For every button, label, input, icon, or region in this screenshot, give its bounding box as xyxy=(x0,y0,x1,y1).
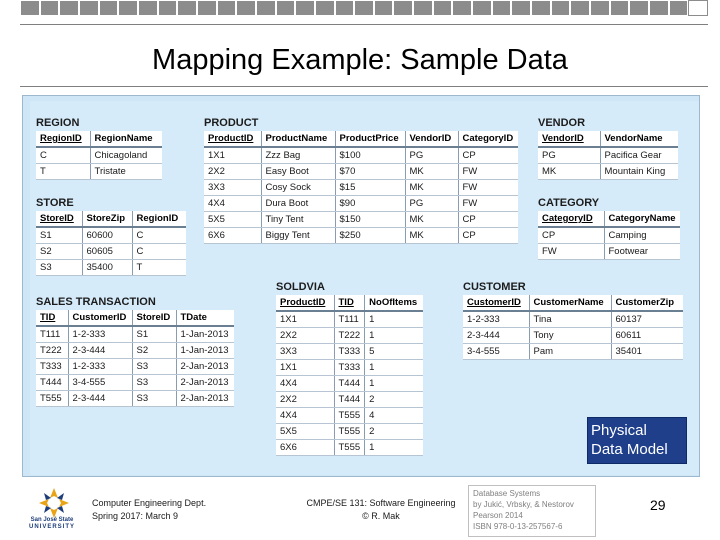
product-col-header: VendorID xyxy=(405,131,458,147)
customer-table xyxy=(463,295,683,360)
product-table-title: PRODUCT xyxy=(204,117,259,129)
product-col-header: CategoryID xyxy=(458,131,518,147)
table-row: 1X1 T333 1 xyxy=(276,359,423,375)
category-col-header: CategoryID xyxy=(538,211,604,227)
footer-author: © R. Mak xyxy=(362,511,400,521)
store-table-block xyxy=(36,196,186,276)
vendor-col-header: VendorName xyxy=(600,131,678,147)
vendor-col-header: VendorID xyxy=(538,131,600,147)
table-row: T444 3-4-555 S3 2-Jan-2013 xyxy=(36,374,234,390)
sjsu-logo-text: San José State UNIVERSITY xyxy=(28,517,75,530)
table-row: PG Pacifica Gear xyxy=(538,147,678,163)
table-row: S3 35400 T xyxy=(36,259,186,275)
sales-col-header: StoreID xyxy=(132,310,176,326)
physical-data-model-badge xyxy=(587,417,687,464)
customer-table-title: CUSTOMER xyxy=(463,281,526,293)
table-row: T222 2-3-444 S2 1-Jan-2013 xyxy=(36,342,234,358)
region-col-header: RegionName xyxy=(90,131,162,147)
sales-col-header: CustomerID xyxy=(68,310,132,326)
customer-col-header: CustomerName xyxy=(529,295,611,311)
top-divider xyxy=(20,24,708,25)
product-col-header: ProductID xyxy=(204,131,261,147)
store-col-header: StoreID xyxy=(36,211,82,227)
category-table-block xyxy=(538,196,680,260)
soldvia-table-title: SOLDVIA xyxy=(276,281,325,293)
product-table-block xyxy=(204,116,518,244)
book-citation: Database Systems by Jukić, Vrbsky, & Nestorov Pearson 2014 ISBN 978-0-13-257567-6 xyxy=(468,485,596,537)
badge-line-2: Data Model xyxy=(591,441,668,458)
sales-transaction-table xyxy=(36,310,234,407)
table-row: 2-3-444 Tony 60611 xyxy=(463,327,683,343)
category-table xyxy=(538,211,680,260)
page-number: 29 xyxy=(650,497,666,513)
table-row: T Tristate xyxy=(36,163,162,179)
sales-transaction-table-title: SALES TRANSACTION xyxy=(36,296,156,308)
table-row: FW Footwear xyxy=(538,243,680,259)
table-row: 2X2 T222 1 xyxy=(276,327,423,343)
table-row: T111 1-2-333 S1 1-Jan-2013 xyxy=(36,326,234,342)
slide-title: Mapping Example: Sample Data xyxy=(152,44,568,76)
vendor-table-title: VENDOR xyxy=(538,117,586,129)
table-row: 3-4-555 Pam 35401 xyxy=(463,343,683,359)
table-row: 1-2-333 Tina 60137 xyxy=(463,311,683,327)
region-table-title: REGION xyxy=(36,117,80,129)
soldvia-col-header: ProductID xyxy=(276,295,334,311)
table-row: 3X3 T333 5 xyxy=(276,343,423,359)
table-row: 6X6 Biggy Tent $250 MK CP xyxy=(204,227,518,243)
table-row: T555 2-3-444 S3 2-Jan-2013 xyxy=(36,390,234,406)
region-table-block xyxy=(36,116,162,180)
table-row: 5X5 T555 2 xyxy=(276,423,423,439)
table-row: MK Mountain King xyxy=(538,163,678,179)
vendor-table xyxy=(538,131,678,180)
title-divider xyxy=(20,86,708,87)
badge-line-1: Physical xyxy=(591,422,647,439)
store-col-header: StoreZip xyxy=(82,211,132,227)
soldvia-col-header: NoOfItems xyxy=(365,295,423,311)
footer-left xyxy=(92,497,206,523)
table-row: C Chicagoland xyxy=(36,147,162,163)
table-row: 1X1 Zzz Bag $100 PG CP xyxy=(204,147,518,163)
soldvia-col-header: TID xyxy=(334,295,365,311)
table-row: 4X4 T555 4 xyxy=(276,407,423,423)
table-row: 3X3 Cosy Sock $15 MK FW xyxy=(204,179,518,195)
customer-table-block xyxy=(463,280,683,360)
store-table-title: STORE xyxy=(36,197,74,209)
table-row: 2X2 T444 2 xyxy=(276,391,423,407)
store-table xyxy=(36,211,186,276)
product-col-header: ProductName xyxy=(261,131,335,147)
table-row: CP Camping xyxy=(538,227,680,243)
footer-course: CMPE/SE 131: Software Engineering xyxy=(306,498,456,508)
customer-col-header: CustomerZip xyxy=(611,295,683,311)
table-row: 5X5 Tiny Tent $150 MK CP xyxy=(204,211,518,227)
table-row: 6X6 T555 1 xyxy=(276,439,423,455)
vendor-table-block xyxy=(538,116,678,180)
customer-col-header: CustomerID xyxy=(463,295,529,311)
region-table xyxy=(36,131,162,180)
sales-transaction-table-block xyxy=(36,295,234,407)
product-table xyxy=(204,131,518,244)
footer-date: Spring 2017: March 9 xyxy=(92,511,179,521)
category-table-title: CATEGORY xyxy=(538,197,600,209)
product-col-header: ProductPrice xyxy=(335,131,405,147)
table-row: S1 60600 C xyxy=(36,227,186,243)
store-col-header: RegionID xyxy=(132,211,186,227)
category-col-header: CategoryName xyxy=(604,211,680,227)
soldvia-table-block xyxy=(276,280,423,456)
table-row: S2 60605 C xyxy=(36,243,186,259)
table-row: T333 1-2-333 S3 2-Jan-2013 xyxy=(36,358,234,374)
decorative-top-bar xyxy=(20,0,708,20)
footer-dept: Computer Engineering Dept. xyxy=(92,498,207,508)
table-row: 1X1 T111 1 xyxy=(276,311,423,327)
table-row: 4X4 T444 1 xyxy=(276,375,423,391)
table-row: 4X4 Dura Boot $90 PG FW xyxy=(204,195,518,211)
region-col-header: RegionID xyxy=(36,131,90,147)
table-row: 2X2 Easy Boot $70 MK FW xyxy=(204,163,518,179)
soldvia-table xyxy=(276,295,423,456)
sales-col-header: TDate xyxy=(176,310,234,326)
footer-center xyxy=(296,497,466,523)
sales-col-header: TID xyxy=(36,310,68,326)
